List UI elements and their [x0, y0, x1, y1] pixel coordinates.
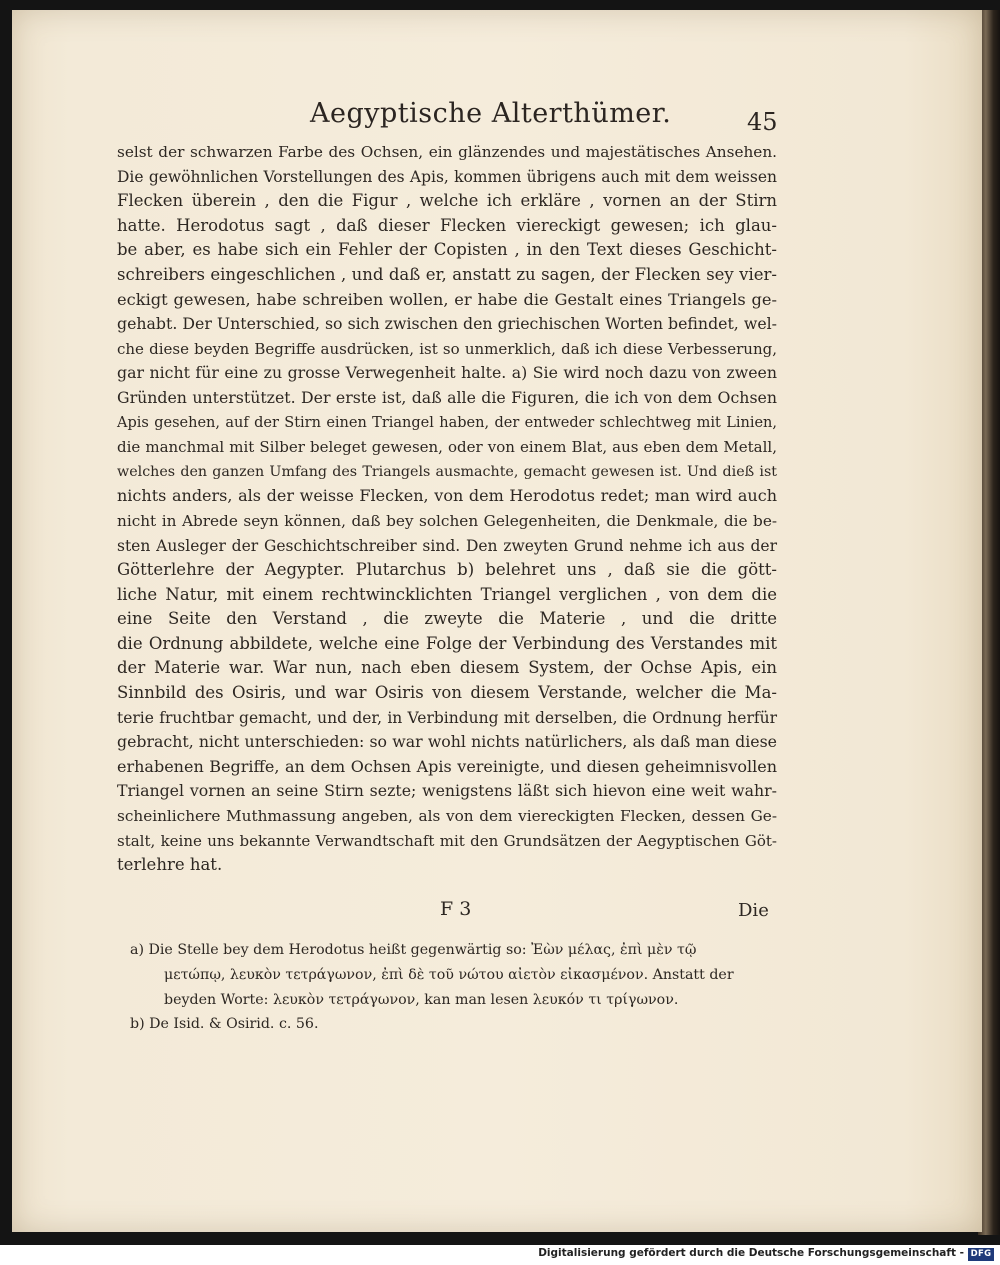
- body-line: terlehre hat.: [117, 855, 223, 875]
- body-line: die manchmal mit Silber beleget gewesen, oder von einem Blat, aus eben dem Metall,: [117, 438, 777, 457]
- funding-credit: Digitalisierung gefördert durch die Deutsche Forschungsgemeinschaft -: [538, 1247, 964, 1259]
- body-line: erhabenen Begriffe, an dem Ochsen Apis vereinigte, und diesen geheimnisvollen: [117, 756, 777, 776]
- body-line: Apis gesehen, auf der Stirn einen Triangel haben, der entweder schlechtweg mit Linien,: [117, 414, 777, 431]
- footnote-b: b) De Isid. & Osirid. c. 56.: [130, 1016, 319, 1033]
- body-line: gebracht, nicht unterschieden: so war wohl nichts natürlichers, als daß man diese: [117, 732, 777, 752]
- body-line: liche Natur, mit einem rechtwincklichten Triangel verglichen , von dem die: [117, 584, 777, 604]
- body-line: terie fruchtbar gemacht, und der, in Verbindung mit derselben, die Ordnung herfür: [117, 708, 777, 727]
- body-line: Sinnbild des Osiris, und war Osiris von diesem Verstande, welcher die Ma-: [117, 683, 777, 703]
- body-line: Triangel vornen an seine Stirn sezte; wenigstens läßt sich hievon eine weit wahr-: [117, 781, 777, 801]
- body-line: welches den ganzen Umfang des Triangels ausmachte, gemacht gewesen ist. Und dieß ist: [117, 463, 777, 480]
- body-line: eine Seite den Verstand , die zweyte die Materie , und die dritte: [117, 609, 777, 629]
- digitization-footer: [0, 1245, 1000, 1265]
- body-line: Die gewöhnlichen Vorstellungen des Apis, kommen übrigens auch mit dem weissen: [117, 167, 777, 186]
- body-line: nichts anders, als der weisse Flecken, von dem Herodotus redet; man wird auch: [117, 486, 777, 506]
- body-line: sten Ausleger der Geschichtschreiber sind. Den zweyten Grund nehme ich aus der: [117, 536, 777, 555]
- body-line: die Ordnung abbildete, welche eine Folge der Verbindung des Verstandes mit: [117, 633, 777, 653]
- page-number: 45: [747, 108, 778, 136]
- body-line: schreibers eingeschlichen , und daß er, anstatt zu sagen, der Flecken sey vier-: [117, 264, 777, 284]
- footnote-a-continuation: beyden Worte: λευκὸν τετράγωνον, kan man lesen λευκόν τι τρίγωνον.: [164, 991, 679, 1008]
- body-line: hatte. Herodotus sagt , daß dieser Flecken viereckigt gewesen; ich glau-: [117, 215, 777, 235]
- body-line: nicht in Abrede seyn können, daß bey solchen Gelegenheiten, die Denkmale, die be-: [117, 511, 777, 530]
- signature-mark: F 3: [440, 898, 472, 920]
- body-line: eckigt gewesen, habe schreiben wollen, er habe die Gestalt eines Triangels ge-: [117, 289, 777, 309]
- body-text: [117, 140, 777, 878]
- dfg-logo-icon: DFG: [968, 1248, 994, 1261]
- footnote-a-continuation: μετώπῳ, λευκὸν τετράγωνον, ἐπὶ δὲ τοῦ νώτου αἰετὸν εἰκασμένον. Anstatt der: [164, 966, 734, 983]
- body-line: Götterlehre der Aegypter. Plutarchus b) belehret uns , daß sie die gött-: [117, 560, 777, 580]
- body-line: Flecken überein , den die Figur , welche ich erkläre , vornen an der Stirn: [117, 191, 777, 211]
- body-line: che diese beyden Begriffe ausdrücken, ist so unmerklich, daß ich diese Verbesserung,: [117, 339, 777, 358]
- running-head: Aegyptische Alterthümer.: [310, 98, 672, 129]
- catchword: Die: [738, 900, 769, 921]
- body-line: scheinlichere Muthmassung angeben, als von dem viereckigten Flecken, dessen Ge-: [117, 807, 777, 826]
- body-line: be aber, es habe sich ein Fehler der Copisten , in den Text dieses Geschicht-: [117, 240, 777, 260]
- footnotes: [130, 938, 775, 1037]
- body-line: stalt, keine uns bekannte Verwandtschaft mit den Grundsätzen der Aegyptischen Göt-: [117, 831, 777, 850]
- footnote-a: a) Die Stelle bey dem Herodotus heißt gegenwärtig so: Ἐὼν μέλας, ἐπὶ μὲν τῷ: [130, 942, 697, 958]
- body-line: gar nicht für eine zu grosse Verwegenheit halte. a) Sie wird noch dazu von zween: [117, 363, 777, 383]
- body-line: Gründen unterstützet. Der erste ist, daß alle die Figuren, die ich von dem Ochsen: [117, 387, 777, 407]
- book-page: [12, 10, 982, 1232]
- body-line: der Materie war. War nun, nach eben diesem System, der Ochse Apis, ein: [117, 658, 777, 678]
- body-line: selst der schwarzen Farbe des Ochsen, ein glänzendes und majestätisches Ansehen.: [117, 143, 777, 161]
- body-line: gehabt. Der Unterschied, so sich zwischen den griechischen Worten befindet, wel-: [117, 314, 777, 334]
